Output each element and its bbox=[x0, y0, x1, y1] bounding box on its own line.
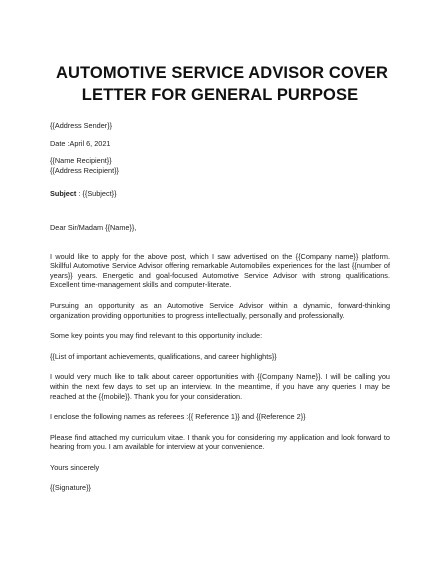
address-recipient: {{Address Recipient}} bbox=[50, 165, 119, 175]
paragraph-achievements: {{List of important achievements, qualifications, and career highlights}} bbox=[50, 351, 277, 361]
paragraph-attachment: Please find attached my curriculum vitae. I thank you for considering my application and look forward to hearing from you. I am available for interview at your convenience. bbox=[50, 432, 390, 452]
paragraph-key-points: Some key points you may find relevant to this opportunity include: bbox=[50, 331, 263, 341]
title-line-2: LETTER FOR GENERAL PURPOSE bbox=[81, 86, 359, 104]
paragraph-career: I would very much like to talk about career opportunities with {{Company Name}}. I will be calling you within the next few days to set up an interview. In the meantime, if you have any queries I may be reached at the {{mobile}}. Thank you for your consideration. bbox=[50, 372, 390, 401]
letter-title bbox=[50, 62, 390, 106]
subject-value: : {{Subject}} bbox=[76, 189, 117, 199]
letter-body bbox=[50, 121, 390, 493]
letter-date: Date :April 6, 2021 bbox=[50, 138, 111, 148]
address-sender: {{Address Sender}} bbox=[50, 121, 113, 130]
recipient-block bbox=[50, 156, 390, 175]
salutation: Dear Sir/Madam {{Name}}, bbox=[50, 222, 137, 232]
subject-line bbox=[50, 189, 390, 199]
subject-label: Subject bbox=[50, 189, 77, 199]
paragraph-intro: I would like to apply for the above post, which I saw advertised on the {{Company name}} platform. Skillful Automotive Service Advisor offering remarkable Automobiles experiences for the last {{number of years}} years. Energetic and goal-focused Automotive Service Advisor with strong qualifications. Excellent time-management skills and computer-literate. bbox=[50, 251, 390, 290]
paragraph-referees: I enclose the following names as referees :{{ Reference 1}} and {{Reference 2}} bbox=[50, 412, 306, 422]
signature: {{Signature}} bbox=[50, 483, 91, 493]
paragraph-pursuing: Pursuing an opportunity as an Automotive Service Advisor within a dynamic, forward-thinking organization providing opportunities to progress intellectually, personally and professionally. bbox=[50, 300, 390, 320]
closing: Yours sincerely bbox=[50, 462, 100, 472]
name-recipient: {{Name Recipient}} bbox=[50, 156, 112, 166]
title-line-1: AUTOMOTIVE SERVICE ADVISOR COVER bbox=[56, 64, 389, 82]
